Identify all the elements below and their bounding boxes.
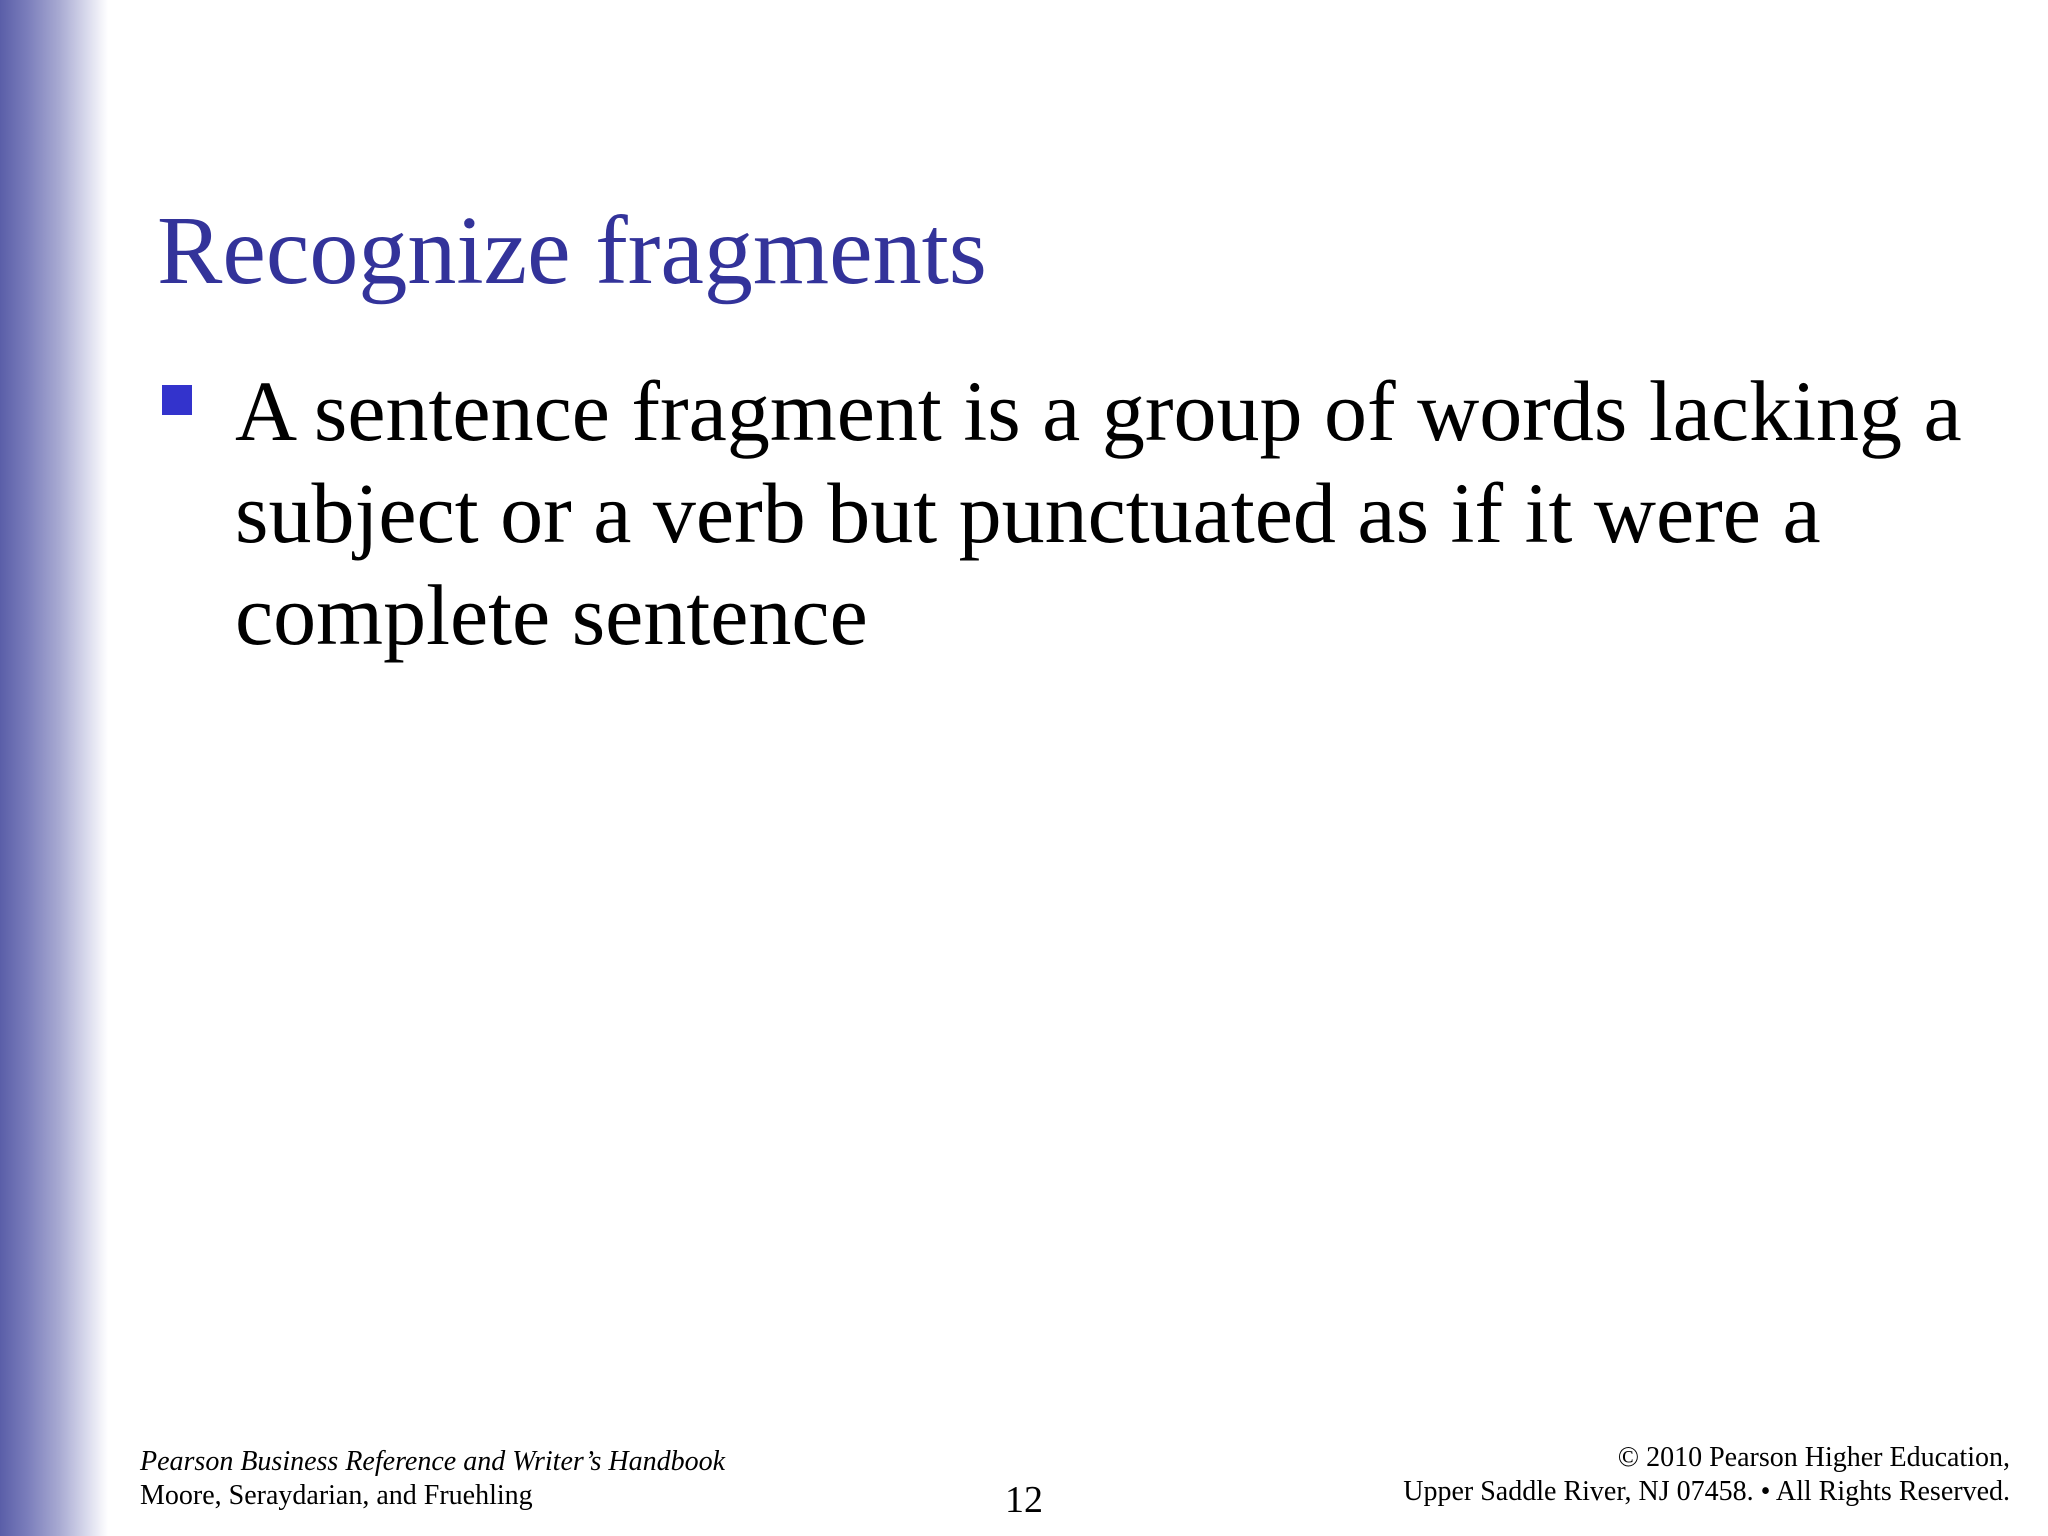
bullet-text: A sentence fragment is a group of words lacking a subject or a verb but punctuated as if it were a complete sentence — [235, 363, 1962, 663]
footer-book-info — [140, 1445, 725, 1513]
page-number: 12 — [1005, 1479, 1043, 1521]
copyright-line-2: Upper Saddle River, NJ 07458. • All Rights Reserved. — [1403, 1476, 2010, 1507]
square-bullet-icon — [162, 385, 192, 415]
left-gradient-bar — [0, 0, 108, 1536]
slide-title: Recognize fragments — [157, 197, 987, 305]
footer-book-title: Pearson Business Reference and Writer’s Handbook — [140, 1446, 726, 1477]
copyright-line-1: © 2010 Pearson Higher Education, — [1617, 1442, 2010, 1473]
footer-copyright — [1403, 1441, 2010, 1509]
footer-authors: Moore, Seraydarian, and Fruehling — [140, 1480, 533, 1511]
bullet-list — [157, 360, 1997, 666]
bullet-item — [157, 360, 1997, 666]
